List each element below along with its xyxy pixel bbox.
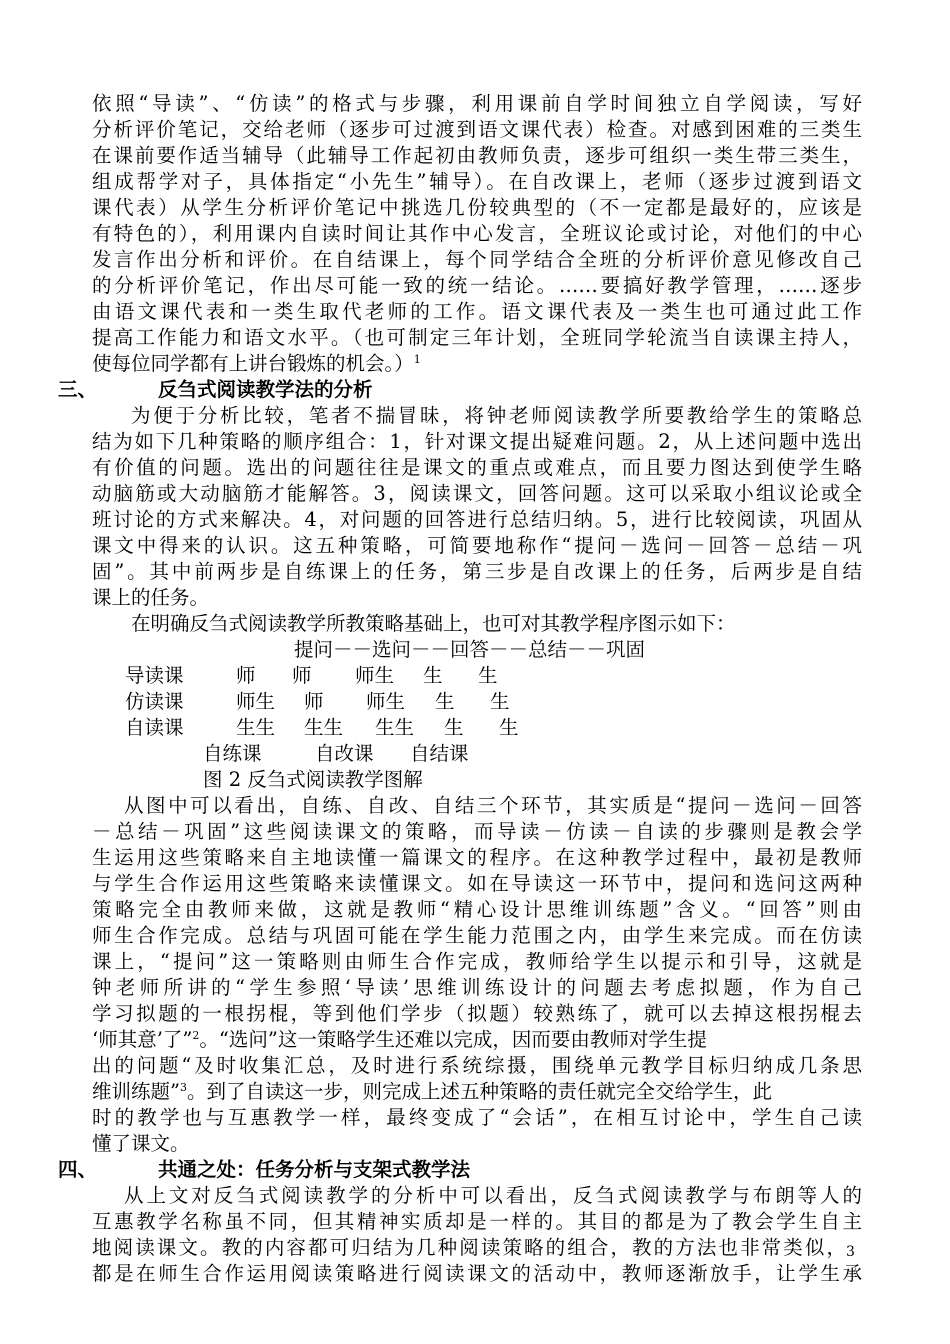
text-line: 与学生合作运用这些策略来读懂课文。如在导读这一环节中，提问和选问这两种 [92, 872, 862, 895]
text-line: 为便于分析比较，笔者不揣冒昧，将钟老师阅读教学所要教给学生的策略总 [131, 404, 862, 427]
text-line: 发言作出分析和评价。在自结课上，每个同学结合全班的分析评价意见修改自己 [92, 248, 862, 271]
row-cell: 生 [423, 664, 443, 687]
text-line: 维训练题”$^3$。到了自读这一步，则完成上述五种策略的责任就完全交给学生，此 [92, 1080, 772, 1103]
footer-label: 自练课 [203, 742, 262, 765]
text-line: 结为如下几种策略的顺序组合：1，针对课文提出疑难问题。2，从上述问题中选出 [92, 430, 862, 453]
footer-label: 自结课 [410, 742, 469, 765]
text-line: 班讨论的方式来解决。4，对问题的回答进行总结归纳。5，进行比较阅读，巩固从 [92, 508, 862, 531]
section-title: 共通之处：任务分析与支架式教学法 [158, 1158, 471, 1181]
text-line: 时的教学也与互惠教学一样，最终变成了“会话”，在相互讨论中，学生自己读 [92, 1106, 862, 1129]
text-line: 学习拟题的一根拐棍，等到他们学步（拟题）较熟练了，就可以去掉这根拐棍去 [92, 1002, 862, 1025]
text-line: 组成帮学对子，具体指定“小先生”辅导）。在自改课上，老师（逐步过渡到语文 [92, 170, 862, 193]
footnote-ref[interactable]: 3 [179, 1081, 187, 1094]
section-heading [58, 1158, 470, 1182]
text-line: 固”。其中前两步是自练课上的任务，第三步是自改课上的任务，后两步是自结 [92, 560, 862, 583]
row-label: 自读课 [125, 716, 184, 739]
text-line: 有特色的），利用课内自读时间让其作中心发言，全班议论或讨论，对他们的中心 [92, 222, 862, 245]
row-cell: 生 [435, 690, 455, 713]
row-cell: 师生 [366, 690, 406, 713]
text-line: 懂了课文。 [92, 1132, 190, 1155]
text-line: 都是在师生合作运用阅读策略进行阅读课文的活动中，教师逐渐放手，让学生承 [92, 1262, 862, 1285]
text-line: 课代表）从学生分析评价笔记中挑选几份较典型的（不一定都是最好的，应该是 [92, 196, 862, 219]
page-number: 3 [846, 1244, 855, 1260]
footnote-ref[interactable]: 1 [413, 353, 421, 366]
diagram-header: 提问－－选问－－回答－－总结－－巩固 [294, 638, 646, 661]
row-cell: 师生 [355, 664, 395, 687]
text-line: 从上文对反刍式阅读教学的分析中可以看出，反刍式阅读教学与布朗等人的 [124, 1184, 862, 1207]
text-line: 由语文课代表和一类生取代老师的工作。语文课代表及一类生也可通过此工作 [92, 300, 862, 323]
row-cell: 师 [236, 664, 256, 687]
row-cell: 师生 [236, 690, 276, 713]
section-title: 反刍式阅读教学法的分析 [158, 378, 373, 401]
footer-label: 自改课 [315, 742, 374, 765]
section-number: 四、 [58, 1158, 98, 1181]
text-line: 策略完全由教师来做，这就是教师“精心设计思维训练题”含义。“回答”则由 [92, 898, 862, 921]
text-line: 动脑筋或大动脑筋才能解答。3，阅读课文，回答问题。这可以采取小组议论或全 [92, 482, 862, 505]
section-number: 三、 [58, 378, 98, 401]
text-line: 师生合作完成。总结与巩固可能在学生能力范围之内，由学生来完成。而在仿读 [92, 924, 862, 947]
row-cell: 师 [304, 690, 324, 713]
figure-caption: 图 2 反刍式阅读教学图解 [203, 768, 423, 791]
footnote-ref[interactable]: 2 [192, 1029, 200, 1042]
row-cell: 生 [478, 664, 498, 687]
row-cell: 生 [444, 716, 464, 739]
text-line: 使每位同学都有上讲台锻炼的机会。）$^1$ [92, 352, 421, 375]
row-cell: 生 [490, 690, 510, 713]
text-line: 钟老师所讲的“学生参照‘导读’思维训练设计的问题去考虑拟题，作为自己 [92, 976, 862, 999]
text-line: 在明确反刍式阅读教学所教策略基础上，也可对其教学程序图示如下： [131, 612, 736, 635]
text-line: 依照“导读”、“仿读”的格式与步骤，利用课前自学时间独立自学阅读，写好 [92, 92, 862, 115]
text-line: 互惠教学名称虽不同，但其精神实质却是一样的。其目的都是为了教会学生自主 [92, 1210, 862, 1233]
text-line: 的分析评价笔记，作出尽可能一致的统一结论。……要搞好教学管理，……逐步 [92, 274, 862, 297]
text-line: ‘师其意’了”$^2$。“选问”这一策略学生还难以完成，因而要由教师对学生提 [92, 1028, 707, 1051]
section-heading [58, 378, 373, 402]
row-label: 导读课 [125, 664, 184, 687]
text-line: －总结－巩固”这些阅读课文的策略，而导读－仿读－自读的步骤则是教会学 [92, 820, 862, 843]
text-line: 提高工作能力和语文水平。（也可制定三年计划，全班同学轮流当自读课主持人， [92, 326, 862, 349]
text-line: 分析评价笔记，交给老师（逐步可过渡到语文课代表）检查。对感到困难的三类生 [92, 118, 862, 141]
text-line: 有价值的问题。选出的问题往往是课文的重点或难点，而且要力图达到使学生略 [92, 456, 862, 479]
row-cell: 生生 [375, 716, 415, 739]
text-line: 地阅读课文。教的内容都可归结为几种阅读策略的组合，教的方法也非常类似， [92, 1236, 846, 1259]
text-line: 课文中得来的认识。这五种策略，可简要地称作“提问－选问－回答－总结－巩 [92, 534, 862, 557]
text-line: 课上的任务。 [92, 586, 210, 609]
text-line: 生运用这些策略来自主地读懂一篇课文的程序。在这种教学过程中，最初是教师 [92, 846, 862, 869]
row-cell: 生生 [304, 716, 344, 739]
row-cell: 生 [499, 716, 519, 739]
text-line: 在课前要作适当辅导（此辅导工作起初由教师负责，逐步可组织一类生带三类生， [92, 144, 862, 167]
row-label: 仿读课 [125, 690, 184, 713]
row-cell: 生生 [236, 716, 276, 739]
text-line: 课上，“提问”这一策略则由师生合作完成，教师给学生以提示和引导，这就是 [92, 950, 862, 973]
row-cell: 师 [292, 664, 312, 687]
text-line: 出的问题“及时收集汇总，及时进行系统综摄，围绕单元教学目标归纳成几条思 [92, 1054, 862, 1077]
text-line: 从图中可以看出，自练、自改、自结三个环节，其实质是“提问－选问－回答 [124, 794, 862, 817]
